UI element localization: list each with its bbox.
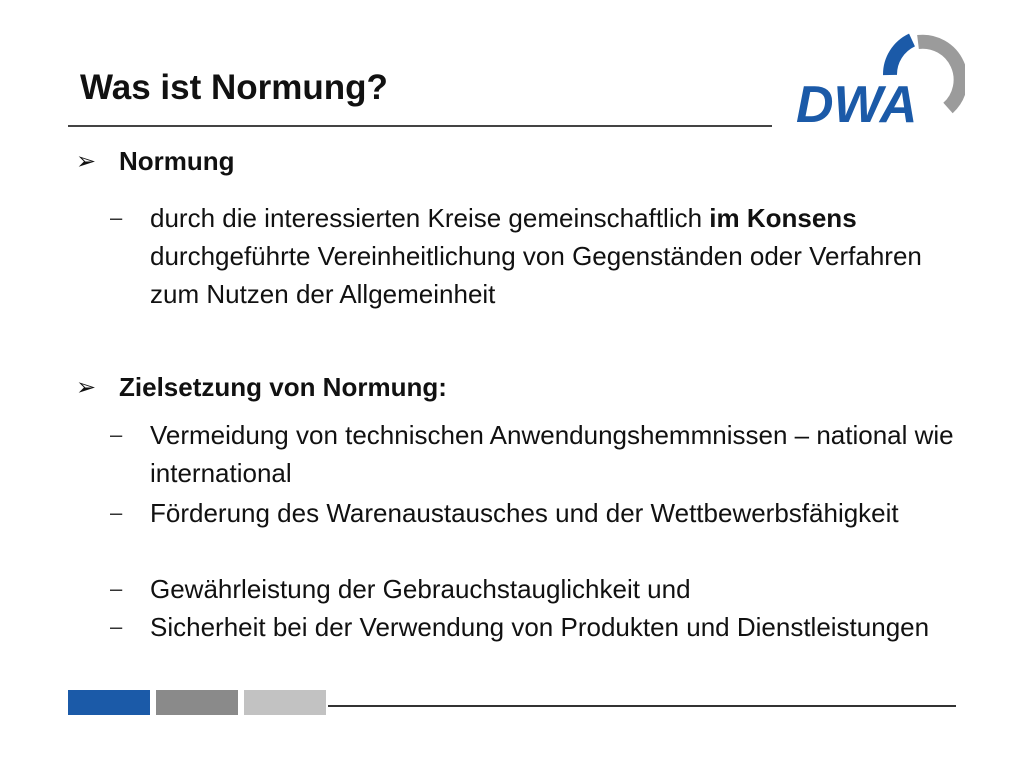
goal-item: Gewährleistung der Gebrauchstauglichkeit und (150, 574, 691, 604)
footer-block-gray (156, 690, 238, 715)
definition-part2: durchgeführte Vereinheitlichung von Gegenständen oder Verfahren zum Nutzen der Allgemeinheit (150, 241, 922, 309)
dwa-logo (790, 30, 965, 130)
arrowhead-bullet-icon: ➢ (76, 148, 97, 175)
title-divider (68, 125, 772, 127)
section-heading-normung: Normung (119, 146, 235, 176)
footer-block-blue (68, 690, 150, 715)
logo-gray-arc (918, 42, 961, 108)
goal-item: Vermeidung von technischen Anwendungshemmnissen – national wie international (150, 420, 954, 488)
dash-bullet-icon: – (110, 500, 123, 525)
goal-item: Sicherheit bei der Verwendung von Produkten und Dienstleistungen (150, 612, 930, 642)
slide-title: Was ist Normung? (80, 68, 388, 107)
logo-text: DWA (796, 76, 918, 130)
footer-block-light-gray (244, 690, 326, 715)
definition-part1: durch die interessierten Kreise gemeinschaftlich (150, 203, 710, 233)
dash-bullet-icon: – (110, 614, 123, 639)
dash-bullet-icon: – (110, 576, 123, 601)
dash-bullet-icon: – (110, 422, 123, 447)
logo-blue-arc (890, 40, 912, 75)
arrowhead-bullet-icon: ➢ (76, 374, 97, 401)
footer-divider (328, 705, 956, 707)
goal-item: Förderung des Warenaustausches und der Wettbewerbsfähigkeit (150, 498, 899, 528)
dash-bullet-icon: – (110, 205, 123, 230)
definition-bold: im Konsens (709, 203, 857, 233)
definition-text (150, 199, 960, 313)
section-heading-zielsetzung: Zielsetzung von Normung: (119, 372, 447, 402)
